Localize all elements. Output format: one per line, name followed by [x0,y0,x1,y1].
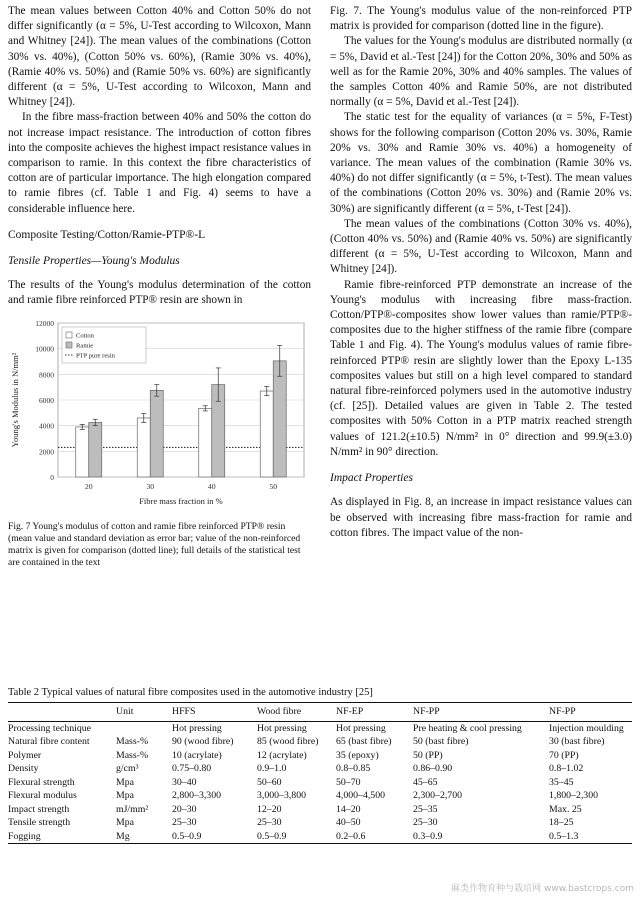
table-header-cell: NF-PP [549,706,576,717]
table-cell: Mass-% [116,736,149,747]
x-axis-label: Fibre mass fraction in % [139,495,223,506]
table-row [8,830,632,844]
section-heading-composite-testing: Composite Testing/Cotton/Ramie-PTP®-L [8,228,206,241]
table-cell: 25–30 [413,817,438,828]
table-row [8,803,632,817]
y-tick-label: 12000 [35,318,54,328]
table-cell: mJ/mm² [116,803,149,815]
table-cell: 0.5–0.9 [172,830,202,842]
table-cell: 50–70 [336,776,361,788]
table-cell: 20–30 [172,803,197,815]
table-cell: Processing technique [8,722,91,734]
legend-label: PTP pure resin [76,352,115,360]
bar-cotton [199,408,212,477]
left-column [8,4,311,569]
bar-cotton [137,418,150,477]
right-paragraph-6: As displayed in Fig. 8, an increase in impact resistance values can be observed with increasing fibre mass-fraction for ramie and cotton fibres. The impact value of the non- [330,496,632,539]
table-cell: Max. 25 [549,803,582,815]
x-tick-label: 20 [84,481,93,491]
x-tick-label: 30 [146,481,155,491]
table-header-cell: Wood fibre [257,706,302,717]
table-cell: 70 (PP) [549,749,579,761]
table-cell: 0.9–1.0 [257,763,287,774]
table-cell: Injection moulding [549,722,624,734]
table-cell [116,721,172,735]
table-cell: 50–60 [257,776,282,788]
table-cell: 50 (PP) [413,749,443,761]
table-cell: 65 (bast fibre) [336,736,392,747]
x-tick-label: 40 [207,481,216,491]
table-cell: Natural fibre content [8,736,90,747]
subsection-heading-tensile: Tensile Properties—Young's Modulus [8,255,180,268]
table-cell: 35 (epoxy) [336,749,379,761]
table-header-cell: NF-EP [336,706,364,717]
table-cell: 12 (acrylate) [257,749,307,761]
y-tick-label: 8000 [39,369,54,379]
young-modulus-chart [8,317,311,515]
table-row [8,789,632,803]
table-cell: Polymer [8,749,42,761]
y-tick-label: 6000 [39,395,54,405]
figure-7 [8,317,311,515]
table-cell: 90 (wood fibre) [172,736,234,747]
y-tick-label: 10000 [35,344,54,354]
table-header-cell [8,703,116,722]
table-cell: 25–35 [413,803,438,815]
table-body [8,721,632,844]
table-cell: Fogging [8,830,41,842]
table-cell: Hot pressing [336,722,386,734]
table-header-row [8,703,632,722]
bar-ramie [89,422,102,477]
legend-label: Cotton [76,332,94,340]
table-header-cell: HFFS [172,706,196,717]
table-cell: Mpa [116,790,134,801]
table-cell: Mg [116,830,130,842]
right-paragraph-5: Ramie fibre-reinforced PTP demonstrate an increase of the Young's modulus with increasing fibre mass-fraction. Cotton/PTP®-composites show lower values than ramie/PTP®-composites due to the higher stiffness of the ramie fibre (compare Table 1 and Fig. 4). The Young's modulus values of ramie fibre-reinforced PTP® resin are slightly lower than the Epoxy L-135 composites values but still on a high level compared to standard natural fibre-reinforced polymers used in the automotive industry (cf. [25]). Detailed values are given in Table 2. The tested composites with 50% Cotton in a PTP matrix reached strength values of 121.2(±10.5) N/mm² in 0° direction and 99.9(±3.0) N/mm² in 90° direction. [330,278,632,458]
left-paragraph-1: The mean values between Cotton 40% and Cotton 50% do not differ significantly (α = 5%, U-Test according to Wilcoxon, Mann and Whitney [24]). The mean values of the combinations (Cotton 30% vs. 40%), (Cotton 50% vs. 60%), (Ramie 30% vs. 40%), (Ramie 40% vs. 50%) and (Ramie 50% vs. 60%) are significantly different (α = 5%, U-Test according to Wilcoxon, Mann and Whitney [24]). [8,5,311,109]
table-cell: 0.8–1.02 [549,763,584,774]
table-cell: 0.3–0.9 [413,830,443,842]
table-cell: 0.8–0.85 [336,763,371,774]
table-row [8,735,632,749]
table-cell: Impact strength [8,803,70,815]
left-paragraph-3: The results of the Young's modulus determination of the cotton and ramie fibre reinforced PTP® resin are shown in [8,279,311,307]
table-row [8,762,632,776]
table-cell: 45–65 [413,776,438,788]
table-cell: Tensile strength [8,817,71,828]
table-cell: Mpa [116,776,134,788]
y-tick-label: 4000 [39,421,54,431]
natural-fibre-table [8,702,632,844]
table-cell: 35–45 [549,776,574,788]
table-cell: 0.5–0.9 [257,830,287,842]
table-header-cell: Unit [116,706,134,717]
legend-label: Ramie [76,342,94,350]
subsection-heading-impact: Impact Properties [330,472,413,485]
table-cell: 0.5–1.3 [549,830,579,842]
table-cell: 0.2–0.6 [336,830,366,842]
table-cell: Flexural modulus [8,790,77,801]
table-cell: 25–30 [257,817,282,828]
y-axis-label: Young's Modulus in N/mm² [10,352,20,447]
x-tick-label: 50 [269,481,278,491]
table-row [8,749,632,763]
legend-swatch [66,332,72,338]
table-header-cell: NF-PP [413,706,440,717]
table-cell: 4,000–4,500 [336,790,385,801]
table-cell: 40–50 [336,817,361,828]
bar-ramie [273,361,286,477]
table-row [8,816,632,830]
table-cell: 85 (wood fibre) [257,736,319,747]
table-2 [8,687,632,844]
table-cell: 25–30 [172,817,197,828]
table-row [8,721,632,735]
table-cell: Mpa [116,817,134,828]
table-cell: Density [8,763,39,774]
table-cell: 2,800–3,300 [172,790,221,801]
table-cell: 2,300–2,700 [413,790,462,801]
table-2-title: Table 2 Typical values of natural fibre composites used in the automotive industry [25] [8,687,373,698]
bar-cotton [260,391,273,477]
table-cell: 1,800–2,300 [549,790,598,801]
table-cell: Flexural strength [8,776,75,788]
bar-ramie [150,390,163,477]
right-paragraph-1: Fig. 7. The Young's modulus value of the non-reinforced PTP matrix is provided for comparison (dotted line in the figure). [330,5,632,33]
table-cell: 0.75–0.80 [172,763,212,774]
right-column [330,4,632,541]
table-cell: 18–25 [549,817,574,828]
legend-swatch [66,342,72,348]
table-cell: 12–20 [257,803,282,815]
table-cell: Hot pressing [257,722,307,734]
figure-7-caption: Fig. 7 Young's modulus of cotton and ramie fibre reinforced PTP® resin (mean value and standard deviation as error bar; value of the non-reinforced matrix is given for comparison (dotted line); full details of the statistical test are contained in the text [8,520,301,569]
bar-cotton [76,427,89,477]
table-row [8,776,632,790]
right-paragraph-4: The mean values of the combinations (Cotton 30% vs. 40%), (Cotton 40% vs. 50%) and (Ramie 40% vs. 50%) are significantly different (α = 5%, U-Test according to Wilcoxon, Mann and Whitney [24]). [330,217,632,276]
table-cell: 14–20 [336,803,361,815]
table-cell: 3,000–3,800 [257,790,306,801]
table-cell: g/cm³ [116,763,139,774]
table-cell: Hot pressing [172,722,222,734]
right-paragraph-3: The static test for the equality of variances (α = 5%, F-Test) shows for the following comparison (Cotton 20% vs. 30%, Ramie 20% vs. 30% and Ramie 30% vs. 40%) a homogeneity of variance. The mean values of the combination (Ramie 30% vs. 40%) do not differ significantly (α = 5%, t-Test). The mean values of the combinations (Cotton 20% vs. 30%) and (Ramie 20% vs. 30%) are significantly different (α = 5%, t-Test [24]). [330,111,632,215]
table-cell: 0.86–0.90 [413,763,453,774]
y-tick-label: 0 [50,472,54,482]
right-paragraph-2: The values for the Young's modulus are distributed normally (α = 5%, David et al.-Test [24]) for the Cotton 20%, 30% and 50% as well as for the Ramie 20%, 30% and 40% samples. The values of the samples Cotton 40% and Ramie 50%, are not distributed normally (α = 5%, David et al.-Test [24]). [330,35,632,109]
left-paragraph-2: In the fibre mass-fraction between 40% and 50% the cotton do not increase impact resistance. The introduction of cotton fibres into the composite achieves the highest impact resistance values in comparison to ramie. In this context the fibre characteristics of cotton are of particular importance. The high elongation compared to ramie fibres (cf. Table 1 and Fig. 4) seems to have a considerable influence here. [8,111,311,215]
watermark: 麻类作物育种与栽培网 www.bastcrops.com [451,884,634,894]
table-cell: Mass-% [116,749,149,761]
y-tick-label: 2000 [39,446,54,456]
table-cell: 50 (bast fibre) [413,736,469,747]
table-cell: Pre heating & cool pressing [413,722,522,734]
table-cell: 30–40 [172,776,197,788]
table-cell: 30 (bast fibre) [549,736,605,747]
table-cell: 10 (acrylate) [172,749,222,761]
